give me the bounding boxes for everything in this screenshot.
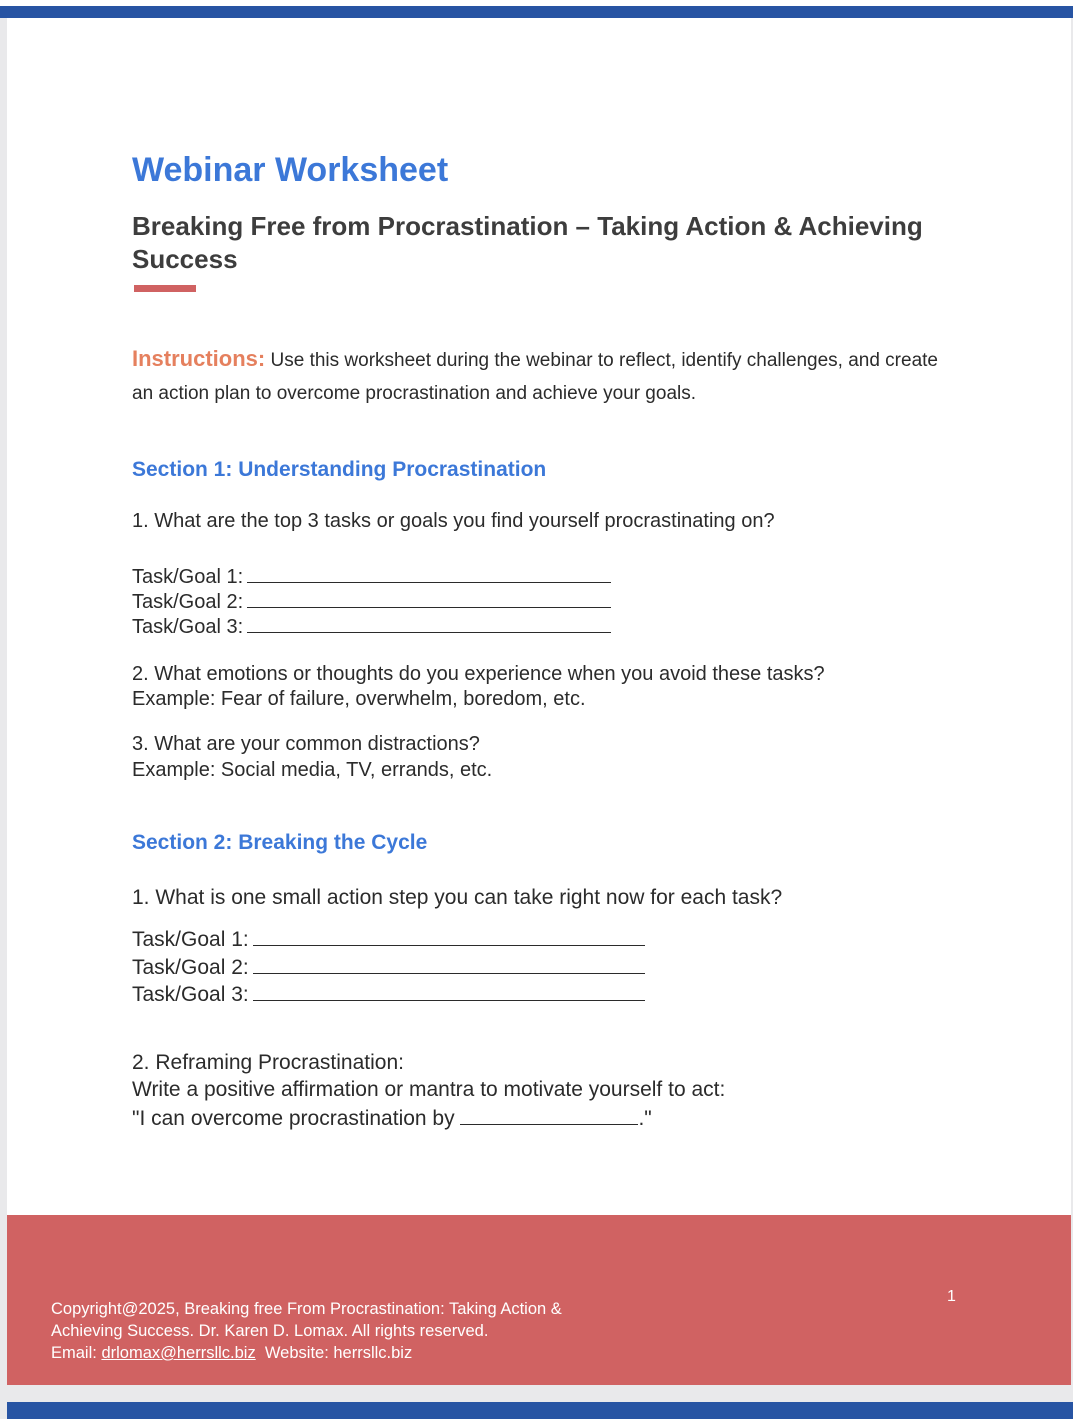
footer-email-label: Email: xyxy=(51,1344,102,1362)
page-subtitle: Breaking Free from Procrastination – Taking Action & Achieving Success xyxy=(132,211,923,274)
section1-question-2: 2. What emotions or thoughts do you experience when you avoid these tasks? xyxy=(132,663,825,685)
task-label: Task/Goal 3: xyxy=(132,983,249,1006)
section1-question-3: 3. What are your common distractions? xyxy=(132,733,480,755)
section1-question-3-example: Example: Social media, TV, errands, etc. xyxy=(132,759,493,781)
section2-heading: Section 2: Breaking the Cycle xyxy=(132,831,428,854)
task-label: Task/Goal 1: xyxy=(132,566,244,588)
answer-blank[interactable] xyxy=(247,614,611,633)
answer-blank[interactable] xyxy=(247,564,611,583)
page-number: 1 xyxy=(947,1288,956,1305)
task-label: Task/Goal 1: xyxy=(132,928,249,951)
accent-bar xyxy=(134,285,196,292)
affirmation-blank[interactable] xyxy=(460,1106,638,1125)
footer-email-link[interactable]: drlomax@herrsllc.biz xyxy=(101,1344,256,1362)
section1-question-2-example: Example: Fear of failure, overwhelm, boredom, etc. xyxy=(132,688,586,710)
instructions-label: Instructions: xyxy=(132,346,266,371)
footer-copyright-line-1: Copyright@2025, Breaking free From Procrastination: Taking Action & xyxy=(51,1300,562,1318)
section1-task-line-3 xyxy=(132,614,611,639)
task-label: Task/Goal 3: xyxy=(132,616,244,638)
section2-task-line-2 xyxy=(132,955,645,980)
task-label: Task/Goal 2: xyxy=(132,591,244,613)
footer xyxy=(7,1215,1071,1385)
footer-text xyxy=(51,1298,562,1364)
section1-heading: Section 1: Understanding Procrastination xyxy=(132,458,547,481)
instructions-text: Use this worksheet during the webinar to reflect, identify challenges, and create an action plan to overcome procrastination and achieve your goals. xyxy=(132,350,938,404)
section2-question-1: 1. What is one small action step you can take right now for each task? xyxy=(132,886,783,909)
instructions xyxy=(132,342,962,410)
section1-task-line-1 xyxy=(132,564,611,589)
section1-task-line-2 xyxy=(132,589,611,614)
affirmation-prefix: "I can overcome procrastination by xyxy=(132,1107,461,1130)
answer-blank[interactable] xyxy=(253,955,645,974)
affirmation-suffix: ." xyxy=(638,1107,652,1130)
section2-question-2-prompt: Write a positive affirmation or mantra to motivate yourself to act: xyxy=(132,1078,726,1101)
task-label: Task/Goal 2: xyxy=(132,956,249,979)
footer-copyright-line-2: Achieving Success. Dr. Karen D. Lomax. All rights reserved. xyxy=(51,1322,489,1340)
section2-question-2: 2. Reframing Procrastination: xyxy=(132,1051,404,1074)
affirmation-line xyxy=(132,1106,652,1131)
worksheet-page xyxy=(7,18,1071,1385)
bottom-rule xyxy=(7,1402,1073,1419)
answer-blank[interactable] xyxy=(247,589,611,608)
answer-blank[interactable] xyxy=(253,982,645,1001)
page-title: Webinar Worksheet xyxy=(132,151,449,189)
section2-task-line-1 xyxy=(132,927,645,952)
section2-task-line-3 xyxy=(132,982,645,1007)
footer-website: Website: herrsllc.biz xyxy=(255,1344,413,1362)
section1-question-1: 1. What are the top 3 tasks or goals you find yourself procrastinating on? xyxy=(132,510,775,532)
answer-blank[interactable] xyxy=(253,927,645,946)
top-rule xyxy=(0,0,1073,18)
